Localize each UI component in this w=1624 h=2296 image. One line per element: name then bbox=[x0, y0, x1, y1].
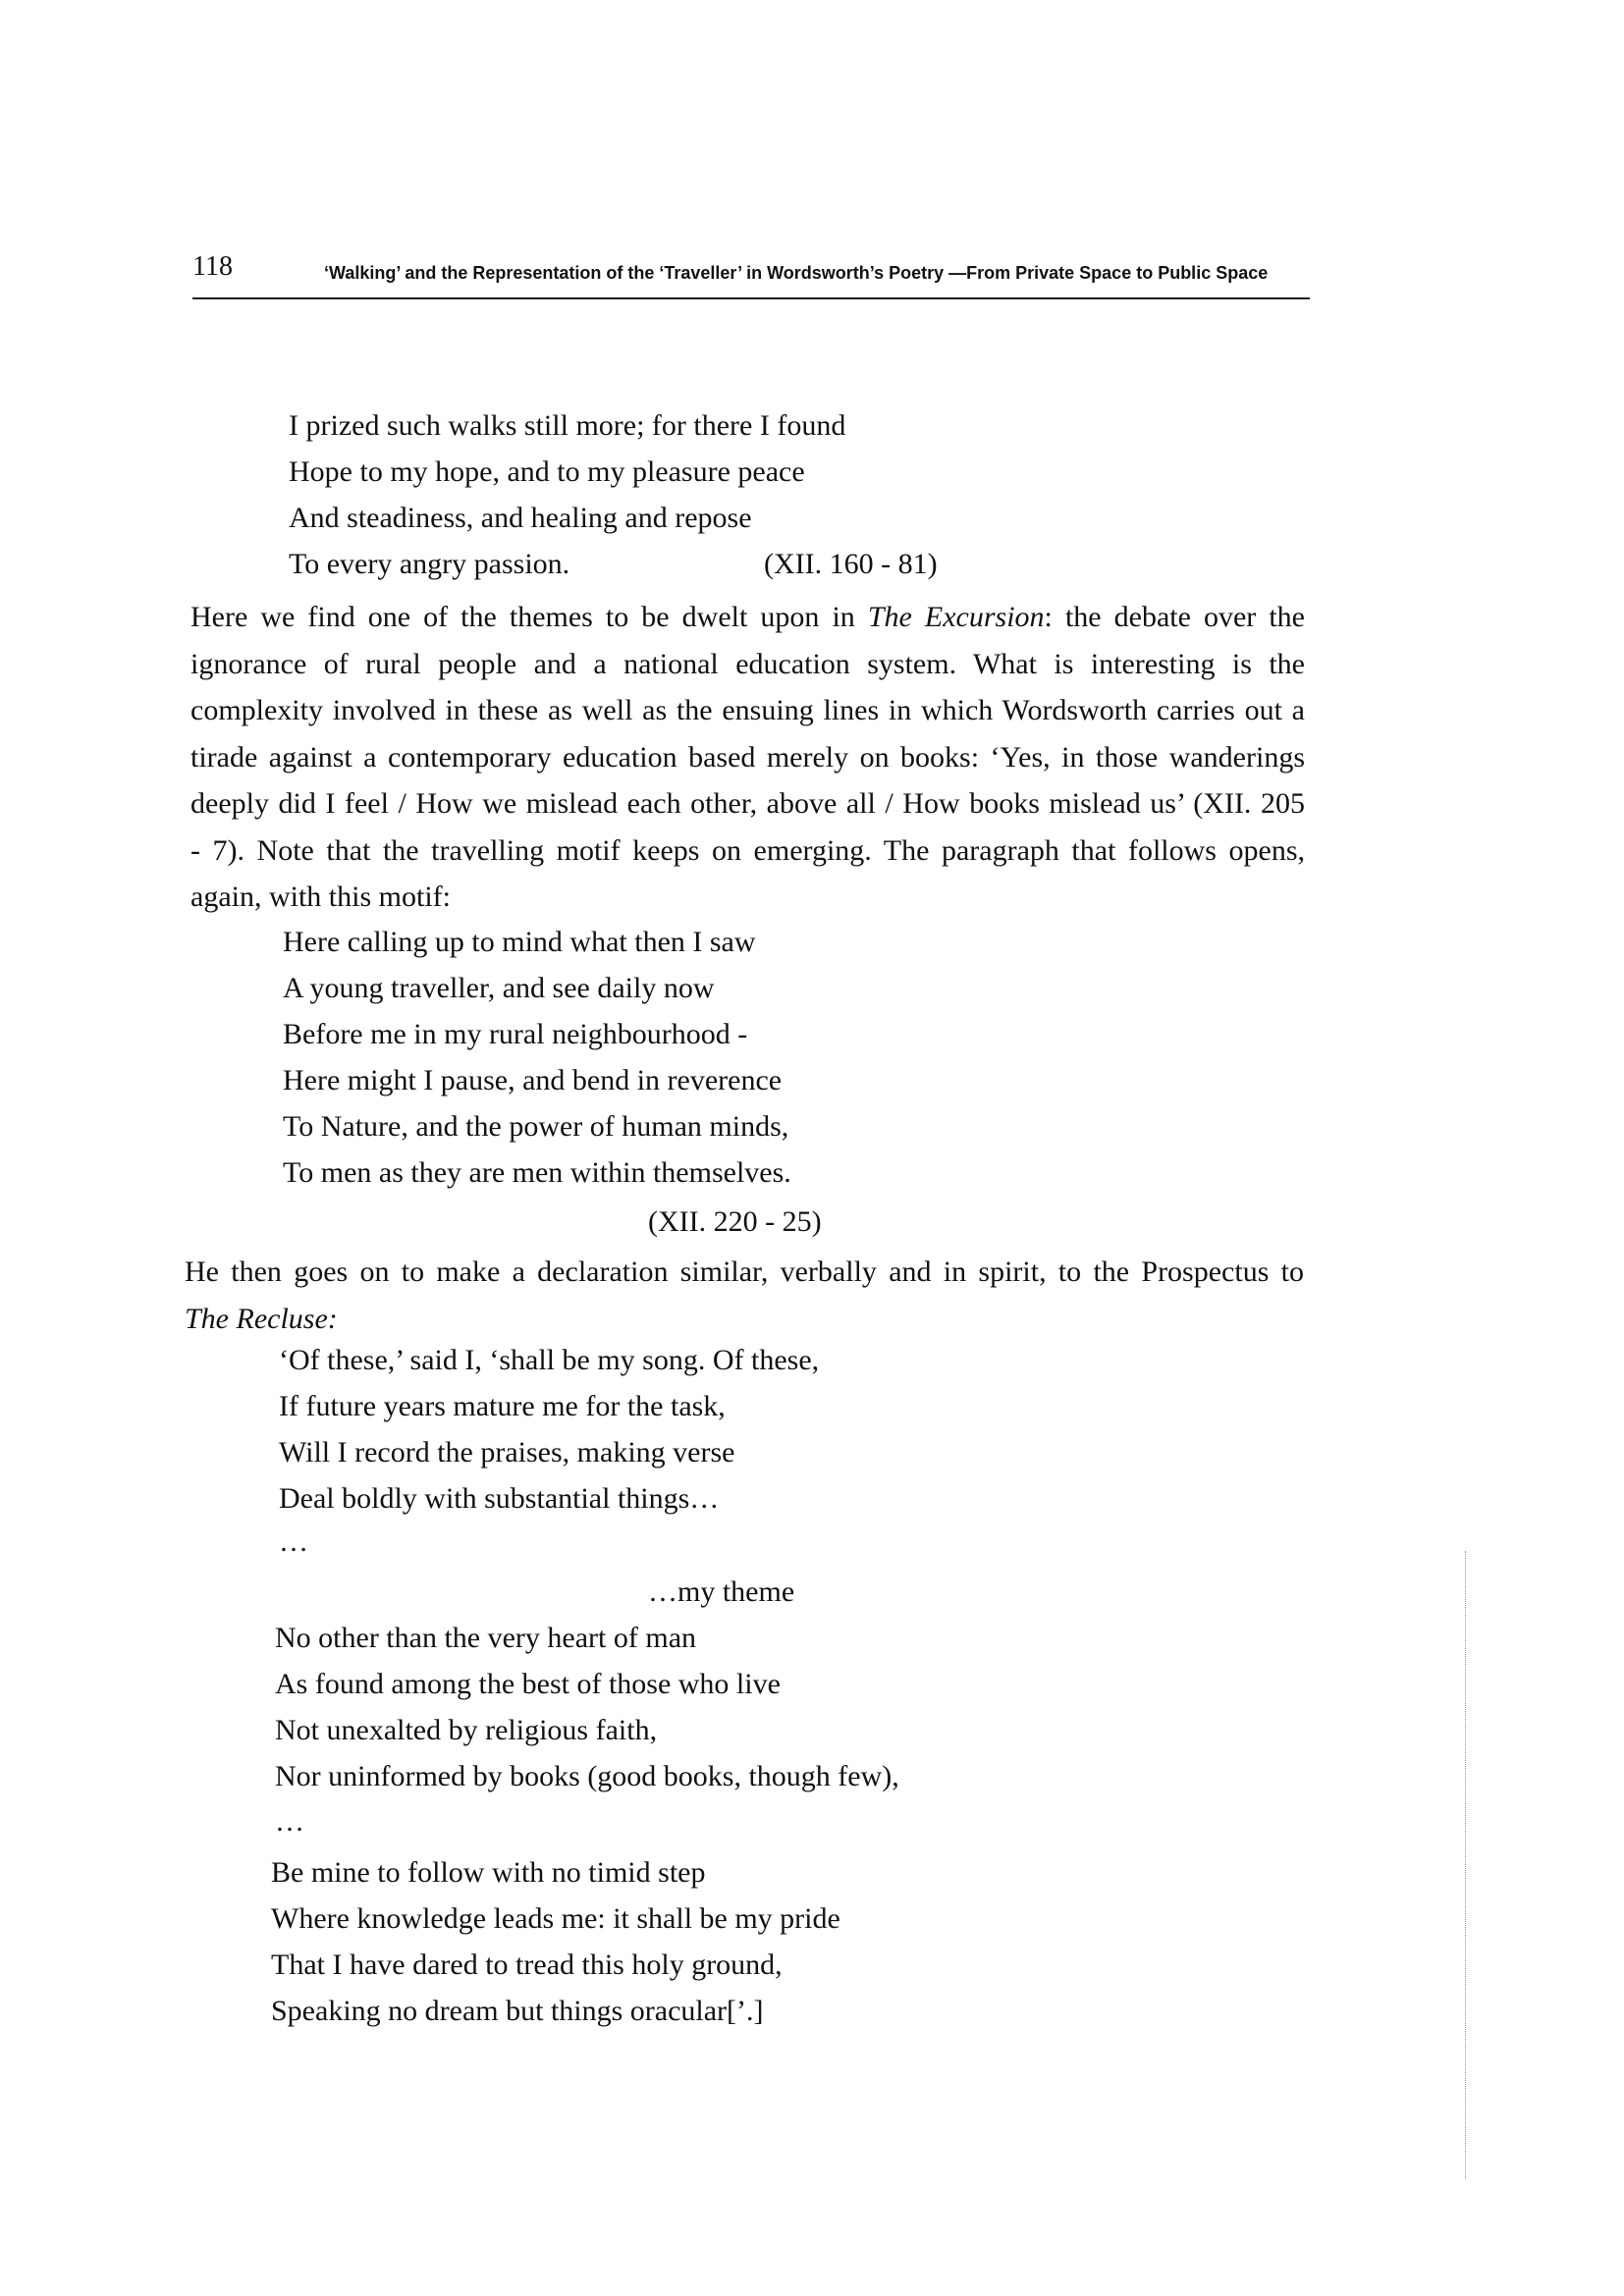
verse-line: If future years mature me for the task, bbox=[279, 1390, 726, 1422]
verse-line: Hope to my hope, and to my pleasure peace bbox=[289, 455, 805, 488]
verse-line: Here might I pause, and bend in reverence bbox=[283, 1064, 783, 1096]
paragraph-line: Here we find one of the themes to be dwelt upon in The Excursion: the debate over the bbox=[190, 601, 1305, 633]
paragraph-line bbox=[185, 1296, 1304, 1343]
verse-line: ‘Of these,’ said I, ‘shall be my song. Of these, bbox=[279, 1344, 820, 1376]
verse-line: To every angry passion. bbox=[289, 548, 570, 580]
verse-line: And steadiness, and healing and repose bbox=[289, 502, 752, 534]
verse-ellipsis: … bbox=[279, 1525, 308, 1558]
verse-line: I prized such walks still more; for there I found bbox=[289, 409, 846, 442]
header-rule bbox=[192, 297, 1310, 299]
body-paragraph bbox=[190, 594, 1305, 921]
verse-citation: (XII. 160 - 81) bbox=[764, 548, 938, 580]
paragraph-line: ignorance of rural people and a national education system. What is interesting is the bbox=[190, 647, 1305, 680]
running-title: ‘Walking’ and the Representation of the ‘Traveller’ in Wordsworth’s Poetry —From Private Space to Public Space bbox=[324, 263, 1269, 283]
verse-line: That I have dared to tread this holy ground, bbox=[271, 1949, 783, 1981]
verse-line: Speaking no dream but things oracular[’.] bbox=[271, 1995, 764, 2027]
verse-line: No other than the very heart of man bbox=[275, 1622, 697, 1654]
verse-ellipsis: … bbox=[275, 1805, 304, 1838]
verse-line: Be mine to follow with no timid step bbox=[271, 1856, 706, 1889]
verse-line: Here calling up to mind what then I saw bbox=[283, 926, 756, 958]
paragraph-line: complexity involved in these as well as the ensuing lines in which Wordsworth carries out a bbox=[190, 694, 1305, 726]
verse-line: …my theme bbox=[648, 1575, 795, 1608]
paragraph-line: deeply did I feel / How we mislead each other, above all / How books mislead us’ (XII. 205 bbox=[190, 787, 1305, 820]
verse-line: To men as they are men within themselves. bbox=[283, 1156, 791, 1189]
work-title: The Excursion bbox=[867, 601, 1045, 633]
scan-artifact-line bbox=[1465, 1551, 1466, 2179]
verse-line: Not unexalted by religious faith, bbox=[275, 1714, 658, 1746]
verse-line: To Nature, and the power of human minds, bbox=[283, 1110, 789, 1143]
paragraph-line: again, with this motif: bbox=[190, 881, 451, 913]
paragraph-line: tirade against a contemporary education based merely on books: ‘Yes, in those wanderings bbox=[190, 740, 1305, 774]
body-paragraph bbox=[185, 1249, 1304, 1342]
verse-line: Before me in my rural neighbourhood - bbox=[283, 1018, 748, 1050]
paragraph-line: - 7). Note that the travelling motif keeps on emerging. The paragraph that follows opens, bbox=[190, 833, 1305, 867]
verse-line: A young traveller, and see daily now bbox=[283, 972, 715, 1004]
paragraph-line: He then goes on to make a declaration similar, verbally and in spirit, to the Prospectus to bbox=[185, 1255, 1304, 1288]
verse-citation: (XII. 220 - 25) bbox=[648, 1205, 822, 1238]
verse-line: Deal boldly with substantial things… bbox=[279, 1482, 720, 1515]
verse-line: Nor uninformed by books (good books, though few), bbox=[275, 1760, 899, 1792]
work-title: The Recluse: bbox=[185, 1302, 338, 1335]
verse-line: Will I record the praises, making verse bbox=[279, 1436, 735, 1468]
verse-line: Where knowledge leads me: it shall be my pride bbox=[271, 1902, 840, 1935]
page-number: 118 bbox=[192, 251, 233, 282]
verse-line: As found among the best of those who live bbox=[275, 1668, 781, 1700]
